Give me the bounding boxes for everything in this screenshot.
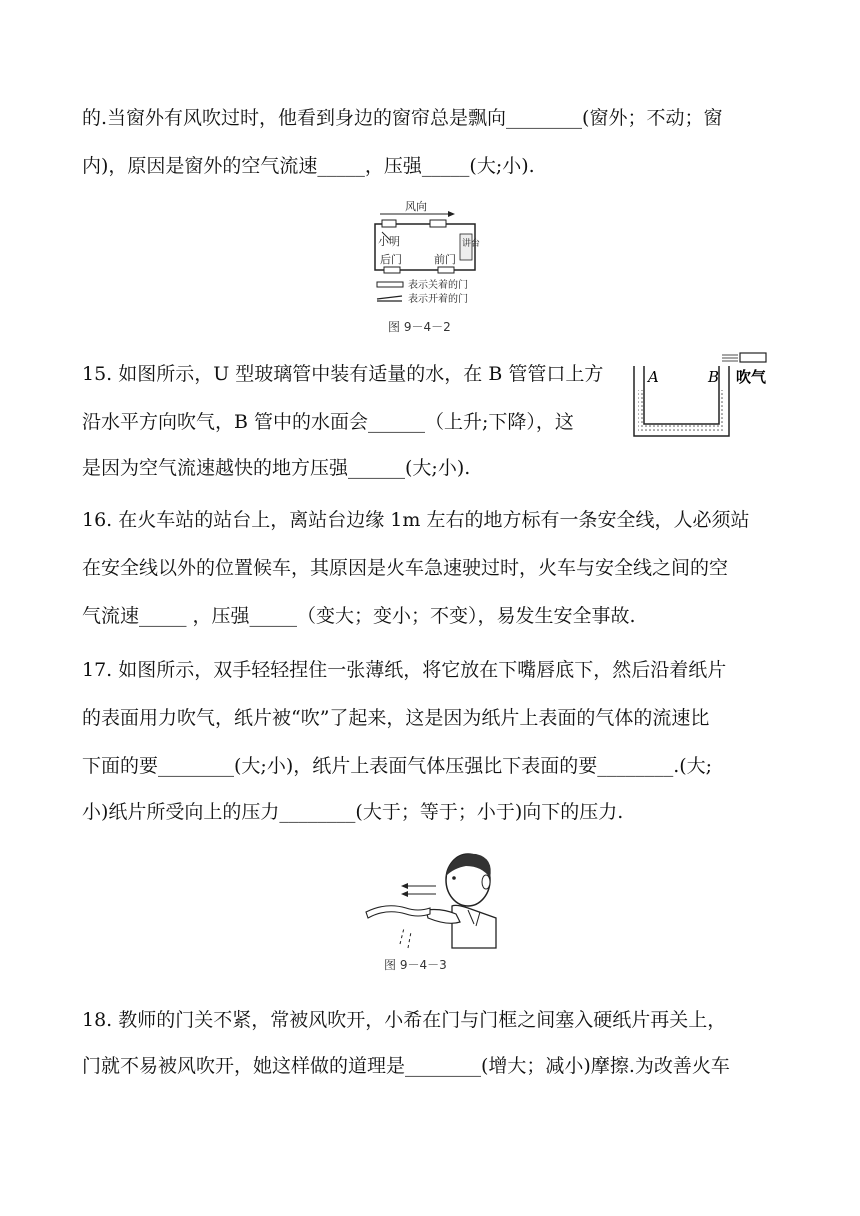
text-line-9: 17. 如图所示，双手轻轻捏住一张薄纸，将它放在下嘴唇底下，然后沿着纸片 xyxy=(82,659,727,681)
text-line-14: 门就不易被风吹开，她这样做的道理是________(增大；减小)摩擦.为改善火车 xyxy=(82,1055,730,1077)
text-line-4: 沿水平方向吹气，B 管中的水面会______（上升;下降），这 xyxy=(82,411,574,433)
text-line-8: 气流速_____ ，压强_____（变大；变小；不变），易发生安全事故. xyxy=(82,605,636,627)
text-line-13: 18. 教师的门关不紧，常被风吹开，小希在门与门框之间塞入硬纸片再关上， xyxy=(82,1009,727,1031)
utube-label-b: B xyxy=(708,368,720,386)
text-line-10: 的表面用力吹气，纸片被“吹”了起来，这是因为纸片上表面的气体的流速比 xyxy=(82,707,710,729)
fig942-caption: 图 9－4－2 xyxy=(388,320,451,334)
fig942-back-door-label: 后门 xyxy=(380,253,402,266)
figure-classroom-wind xyxy=(360,196,510,336)
utube-label-a: A xyxy=(648,368,659,386)
fig942-person-label: 小明 xyxy=(378,235,400,248)
text-line-6: 16. 在火车站的站台上，离站台边缘 1m 左右的地方标有一条安全线，人必须站 xyxy=(82,509,750,531)
text-line-5: 是因为空气流速越快的地方压强______(大;小). xyxy=(82,457,471,479)
fig942-desk-label: 讲台 xyxy=(462,239,481,249)
text-line-12: 小)纸片所受向上的压力________(大于；等于；小于)向下的压力. xyxy=(82,801,624,823)
figure-boy-blowing-paper xyxy=(356,848,506,978)
fig942-legend-open: 表示开着的门 xyxy=(408,294,468,305)
fig943-caption: 图 9－4－3 xyxy=(384,958,447,972)
text-line-2: 内)，原因是窗外的空气流速_____，压强_____(大;小). xyxy=(82,155,535,177)
text-line-11: 下面的要________(大;小)，纸片上表面气体压强比下表面的要________.(大; xyxy=(82,755,713,777)
fig942-legend-closed: 表示关着的门 xyxy=(408,280,468,291)
text-line-7: 在安全线以外的位置候车，其原因是火车急速驶过时，火车与安全线之间的空 xyxy=(82,557,729,579)
figure-u-tube xyxy=(628,348,788,443)
text-line-3: 15. 如图所示，U 型玻璃管中装有适量的水，在 B 管管口上方 xyxy=(82,363,604,385)
fig942-front-door-label: 前门 xyxy=(434,253,456,266)
text-line-1: 的.当窗外有风吹过时，他看到身边的窗帘总是飘向________(窗外；不动；窗 xyxy=(82,107,723,129)
utube-blow-label: 吹气 xyxy=(736,368,767,386)
fig942-wind-label: 风向 xyxy=(405,200,427,213)
